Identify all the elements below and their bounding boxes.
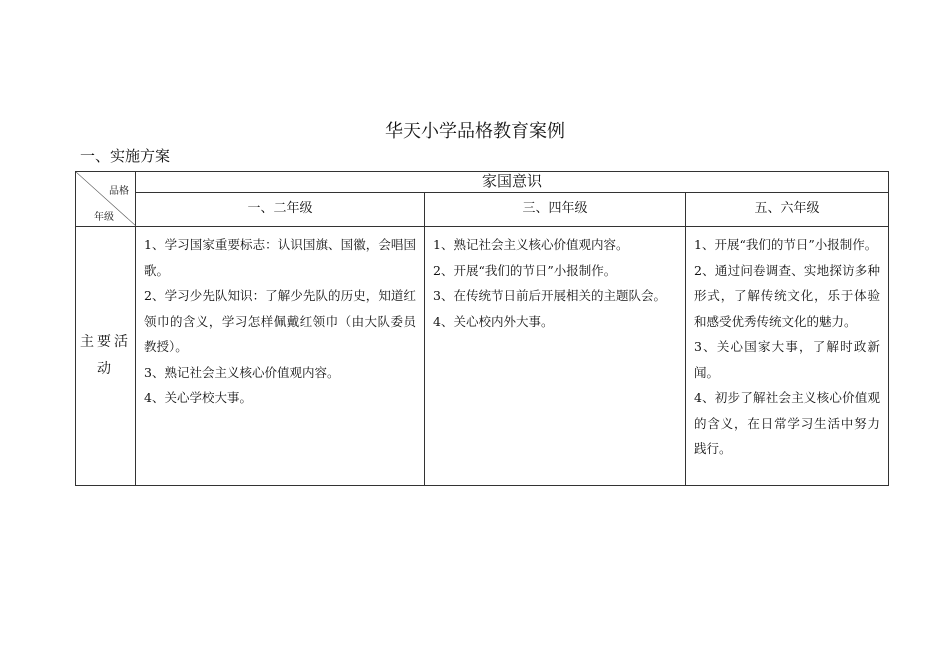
- activity-item: 3、熟记社会主义核心价值观内容。: [144, 364, 340, 380]
- corner-header-cell: [76, 172, 136, 227]
- activities-grade-5-6: [686, 227, 889, 486]
- row-label-line2: 动: [97, 361, 114, 377]
- activity-item: 1、熟记社会主义核心价值观内容。: [433, 237, 629, 252]
- activity-item: 2、通过问卷调查、实地探访多种形式，了解传统文化，乐于体验和感受优秀传统文化的魅力。: [694, 262, 881, 329]
- activity-item: 1、学习国家重要标志：认识国旗、国徽，会唱国歌。: [144, 237, 416, 278]
- corner-label-grade: 年级: [94, 212, 114, 223]
- row-label-main-activities: [76, 227, 136, 486]
- section-heading: 一、实施方案: [80, 147, 171, 165]
- activity-item: 2、学习少先队知识：了解少先队的历史，知道红领巾的含义，学习怎样佩戴红领巾（由大队委员教授）。: [144, 288, 416, 354]
- activity-item: 3、关心国家大事，了解时政新闻。: [694, 339, 881, 380]
- activity-item: 3、在传统节日前后开展相关的主题队会。: [433, 288, 666, 303]
- activities-grade-3-4: [425, 227, 686, 486]
- activity-item: 1、开展“我们的节日”小报制作。: [694, 237, 878, 252]
- activity-item: 4、初步了解社会主义核心价值观的含义，在日常学习生活中努力践行。: [694, 390, 881, 456]
- activity-item: 4、关心学校大事。: [144, 390, 252, 405]
- theme-header: 家国意识: [136, 172, 889, 193]
- corner-label-trait: 品格: [109, 186, 129, 197]
- document-title: 华天小学品格教育案例: [385, 121, 565, 142]
- activity-item: 4、关心校内外大事。: [433, 313, 554, 329]
- plan-table: [75, 171, 889, 486]
- row-label-line1: 主要活: [80, 334, 131, 350]
- activity-item: 2、开展“我们的节日”小报制作。: [433, 262, 617, 278]
- grade-header-3-4: 三、四年级: [425, 192, 686, 226]
- grade-header-1-2: 一、二年级: [136, 192, 425, 226]
- grade-header-5-6: 五、六年级: [686, 192, 889, 226]
- activities-grade-1-2: [136, 227, 425, 486]
